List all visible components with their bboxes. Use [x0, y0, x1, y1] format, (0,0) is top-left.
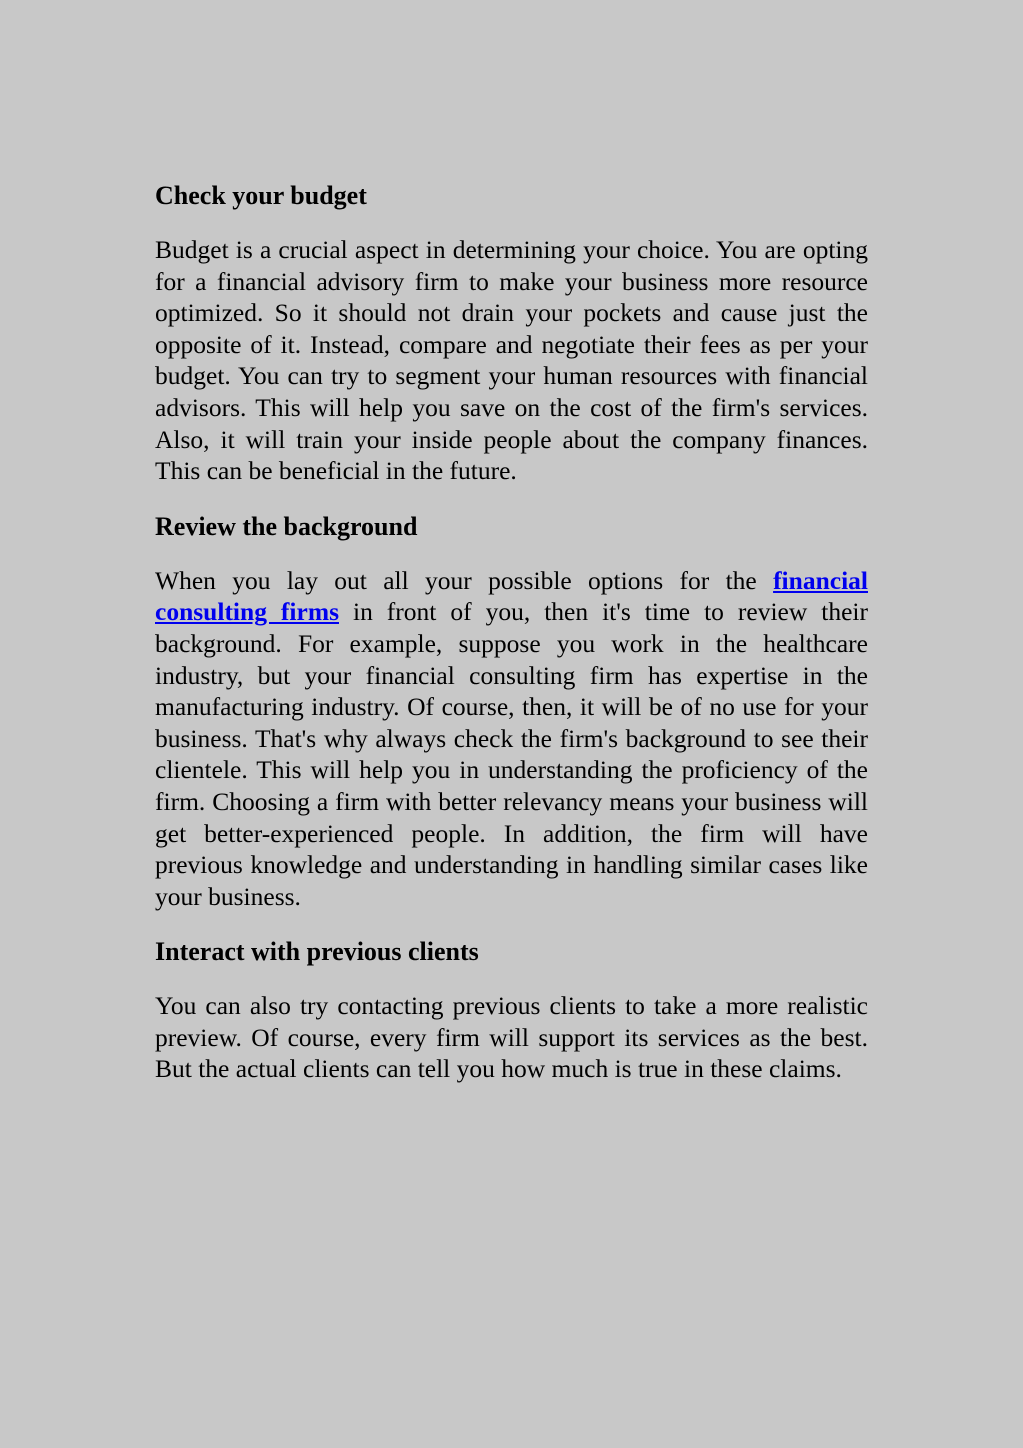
- section-body-budget: Budget is a crucial aspect in determining your choice. You are opting for a financial advisory firm to make your business more resource optimized. So it should not drain your pockets and cause just the opposite of it. Instead, compare and negotiate their fees as per your budget. You can try to segment your human resources with financial advisors. This will help you save on the cost of the firm's services. Also, it will train your inside people about the company finances. This can be beneficial in the future.: [155, 235, 868, 486]
- section-body-clients: You can also try contacting previous clients to take a more realistic preview. Of course, every firm will support its services as the best. But the actual clients can tell you how much is true in these claims.: [155, 991, 868, 1084]
- section-heading-clients: Interact with previous clients: [155, 937, 479, 967]
- section-heading-background: Review the background: [155, 511, 418, 541]
- section-heading-budget: Check your budget: [155, 181, 367, 210]
- financial-consulting-firms-link[interactable]: financial consulting firms: [155, 565, 868, 627]
- body-text-after-link: in front of you, then it's time to review their background. For example, suppose you work in the healthcare industry, but your financial consulting firm has expertise in the manufacturing industry. Of course, then, it will be of no use for your business. That's why always check the firm's background to see their clientele. This will help you in understanding the proficiency of the firm. Choosing a firm with better relevancy means your business will get better-experienced people. In addition, the firm will have previous knowledge and understanding in handling similar cases like your business.: [155, 597, 868, 911]
- document-content: [155, 176, 868, 1105]
- section-body-background: [155, 565, 868, 913]
- body-text-before-link: When you lay out all your possible options for the: [155, 565, 774, 595]
